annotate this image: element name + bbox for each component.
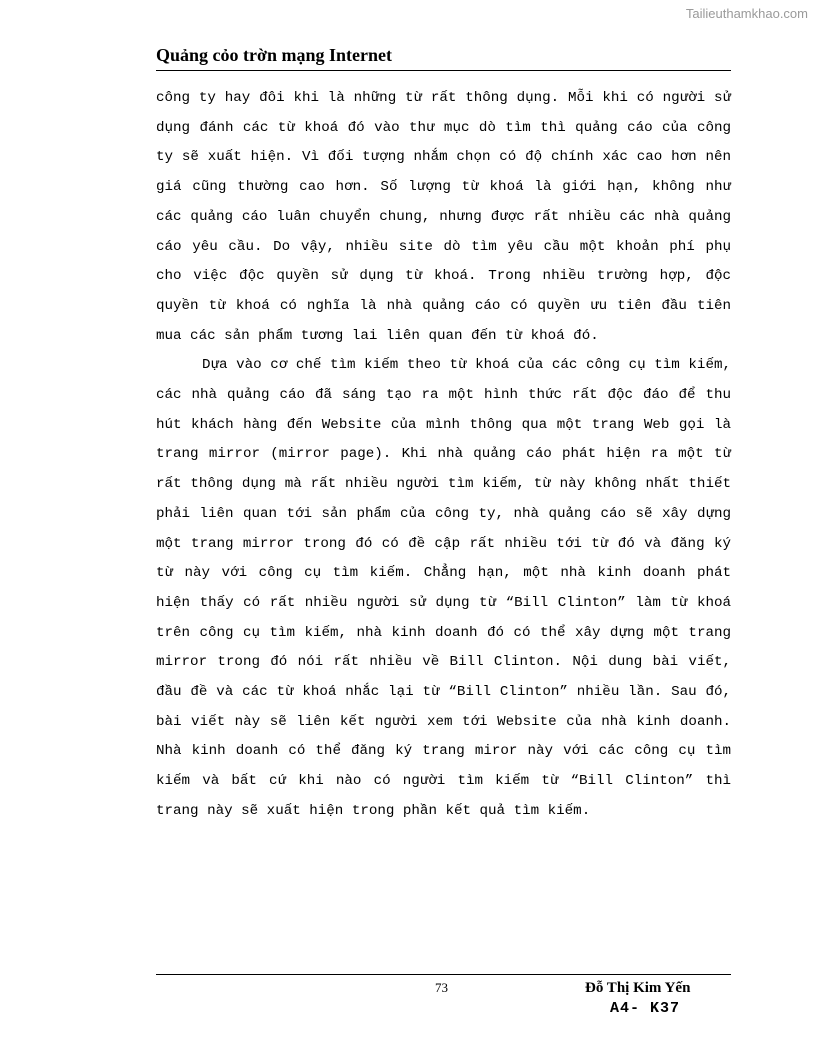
author-class: A4- K37 [610,1000,681,1017]
footer-divider [156,974,731,975]
page-number: 73 [435,980,448,995]
page-title: Quảng cỏo trờn mạng Internet [156,45,392,65]
author-name: Đỗ Thị Kim Yến [585,980,691,996]
paragraph-1: công ty hay đôi khi là những từ rất thông dụng. Mỗi khi có người sử dụng đánh các từ khoá đó vào thư mục dò tìm thì quảng cáo của công ty sẽ xuất hiện. Vì đối tượng nhắm chọn có độ chính xác cao hơn nên giá cũng thường cao hơn. Số lượng từ khoá là giới hạn, không như các quảng cáo luân chuyển chung, nhưng được rất nhiều các nhà quảng cáo yêu cầu. Do vậy, nhiều site dò tìm yêu cầu một khoản phí phụ cho việc độc quyền sử dụng từ khoá. Trong nhiều trường hợp, độc quyền từ khoá có nghĩa là nhà quảng cáo có quyền ưu tiên đầu tiên mua các sản phẩm tương lai liên quan đến từ khoá đó. [156,90,731,344]
paragraph-2: Dựa vào cơ chế tìm kiếm theo từ khoá của các công cụ tìm kiếm, các nhà quảng cáo đã sáng tạo ra một hình thức rất độc đáo để thu hút khách hàng đến Website của mình thông qua một trang Web gọi là trang mirror (mirror page). Khi nhà quảng cáo phát hiện ra một từ rất thông dụng mà rất nhiều người tìm kiếm, từ này không nhất thiết phải liên quan tới sản phẩm của công ty, nhà quảng cáo sẽ xây dựng một trang mirror trong đó có đề cập rất nhiều tới từ đó và đăng ký từ này với công cụ tìm kiếm. Chẳng hạn, một nhà kinh doanh phát hiện thấy có rất nhiều người sử dụng từ “Bill Clinton” làm từ khoá trên công cụ tìm kiếm, nhà kinh doanh đó có thể xây dựng một trang mirror trong đó nói rất nhiều về Bill Clinton. Nội dung bài viết, đầu đề và các từ khoá nhắc lại từ “Bill Clinton” nhiều lần. Sau đó, bài viết này sẽ liên kết người xem tới Website của nhà kinh doanh. Nhà kinh doanh có thể đăng ký trang miror này với các công cụ tìm kiếm và bất cứ khi nào có người tìm kiếm từ “Bill Clinton” thì trang này sẽ xuất hiện trong phần kết quả tìm kiếm. [156,357,731,819]
page-header [156,44,731,71]
document-body [156,84,731,827]
watermark-text: Tailieuthamkhao.com [685,6,808,21]
